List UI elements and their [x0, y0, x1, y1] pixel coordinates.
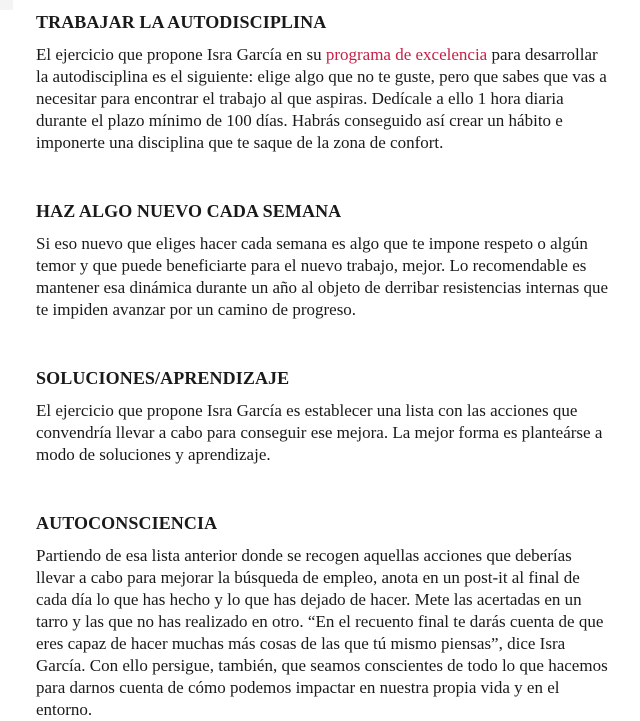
- paragraph-text-before-link: El ejercicio que propone Isra García en su: [36, 45, 326, 64]
- screen-corner-artifact: [0, 0, 13, 10]
- section-paragraph-autoconsciencia: Partiendo de esa lista anterior donde se recogen aquellas acciones que deberías llevar a cabo para mejorar la búsqueda de empleo, anota en un post-it al final de cada día lo que has hecho y lo que has dejado de hacer. Mete las acertadas en un tarro y las que no has realizado en otro. “En el recuento final te darás cuenta de que eres capaz de hacer muchas más cosas de las que tú mismo piensas”, dice Isra García. Con ello persigue, también, que seamos conscientes de todo lo que hacemos para darnos cuenta de cómo podemos impactar en nuestra propia vida y en el entorno.: [36, 546, 608, 719]
- section-heading-soluciones: SOLUCIONES/APRENDIZAJE: [36, 368, 290, 388]
- section-soluciones-aprendizaje: [36, 367, 614, 466]
- section-heading-autoconsciencia: AUTOCONSCIENCIA: [36, 513, 218, 533]
- section-heading-autodisciplina: TRABAJAR LA AUTODISCIPLINA: [36, 12, 327, 32]
- section-heading-algo-nuevo: HAZ ALGO NUEVO CADA SEMANA: [36, 201, 342, 221]
- section-paragraph-soluciones: El ejercicio que propone Isra García es establecer una lista con las acciones que convendría llevar a cabo para conseguir ese mejora. La mejor forma es planteárse a modo de soluciones y aprendizaje.: [36, 401, 603, 464]
- section-paragraph-algo-nuevo: Si eso nuevo que eliges hacer cada semana es algo que te impone respeto o algún temor y que puede beneficiarte para el nuevo trabajo, mejor. Lo recomendable es mantener esa dinámica durante un año al objeto de derribar resistencias internas que te impiden avanzar por un camino de progreso.: [36, 234, 609, 319]
- programa-de-excelencia-link[interactable]: programa de excelencia: [325, 45, 488, 64]
- section-paragraph-autodisciplina: [36, 44, 614, 154]
- section-trabajar-la-autodisciplina: [36, 11, 614, 154]
- section-haz-algo-nuevo-cada-semana: [36, 200, 614, 321]
- section-autoconsciencia: [36, 512, 614, 721]
- paragraph-text-after-link: para desarrollar la autodisciplina es el siguiente: elige algo que no te guste, pero que sabes que vas a necesitar para encontrar el trabajo al que aspiras. Dedícale a ello 1 hora diaria durante el plazo mínimo de 100 días. Habrás conseguido así crear un hábito e imponerte una disciplina que te saque de la zona de confort.: [36, 45, 607, 152]
